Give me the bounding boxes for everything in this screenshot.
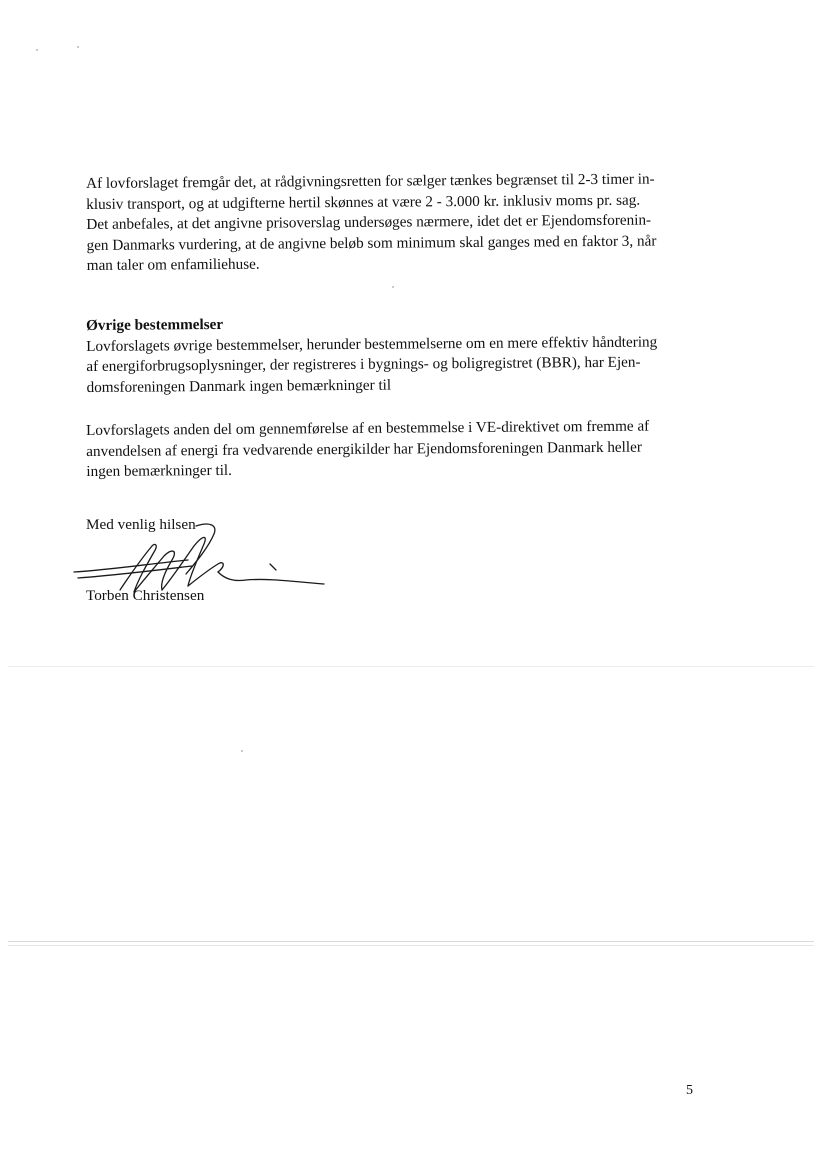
text-line: gen Danmarks vurdering, at de angivne beløb som minimum skal ganges med en faktor 3, når bbox=[86, 232, 657, 254]
scan-speck bbox=[241, 750, 243, 752]
paragraph-advisory-costs bbox=[86, 169, 723, 276]
scan-artifact-line bbox=[8, 666, 814, 667]
scan-artifact-line bbox=[8, 941, 814, 942]
text-line: Det anbefales, at det angivne prisoverslag undersøges nærmere, idet det er Ejendomsforenin- bbox=[86, 211, 652, 233]
signer-name: Torben Christensen bbox=[86, 587, 205, 604]
text-line: ingen bemærkninger til. bbox=[86, 461, 232, 480]
text-line: anvendelsen af energi fra vedvarende energikilder har Ejendomsforeningen Danmark heller bbox=[86, 438, 642, 460]
scan-artifact-line bbox=[8, 945, 814, 946]
text-line: af energiforbrugsoplysninger, der registreres i bygnings- og boligregistret (BBR), har Ejen- bbox=[86, 353, 641, 375]
text-line: domsforeningen Danmark ingen bemærkninger til bbox=[86, 376, 392, 396]
text-line: Af lovforslaget fremgår det, at rådgivningsretten for sælger tænkes begrænset til 2-3 timer in- bbox=[86, 170, 655, 192]
page-number: 5 bbox=[686, 1083, 693, 1098]
closing-greeting: Med venlig hilsen bbox=[86, 516, 196, 533]
section-heading: Øvrige bestemmelser bbox=[86, 315, 224, 334]
paragraph-ve-directive bbox=[86, 416, 722, 482]
text-line: man taler om enfamiliehuse. bbox=[86, 255, 260, 274]
text-line: klusiv transport, og at udgifterne hertil skønnes at være 2 - 3.000 kr. inklusiv moms pr. sag. bbox=[86, 191, 641, 213]
scan-speck bbox=[77, 46, 79, 48]
section-other-provisions bbox=[86, 311, 723, 398]
scan-speck bbox=[392, 286, 394, 288]
scan-speck bbox=[36, 49, 38, 51]
text-line: Lovforslagets øvrige bestemmelser, herunder bestemmelserne om en mere effektiv håndtering bbox=[86, 333, 658, 355]
text-line: Lovforslagets anden del om gennemførelse af en bestemmelse i VE-direktivet om fremme af bbox=[86, 417, 650, 439]
